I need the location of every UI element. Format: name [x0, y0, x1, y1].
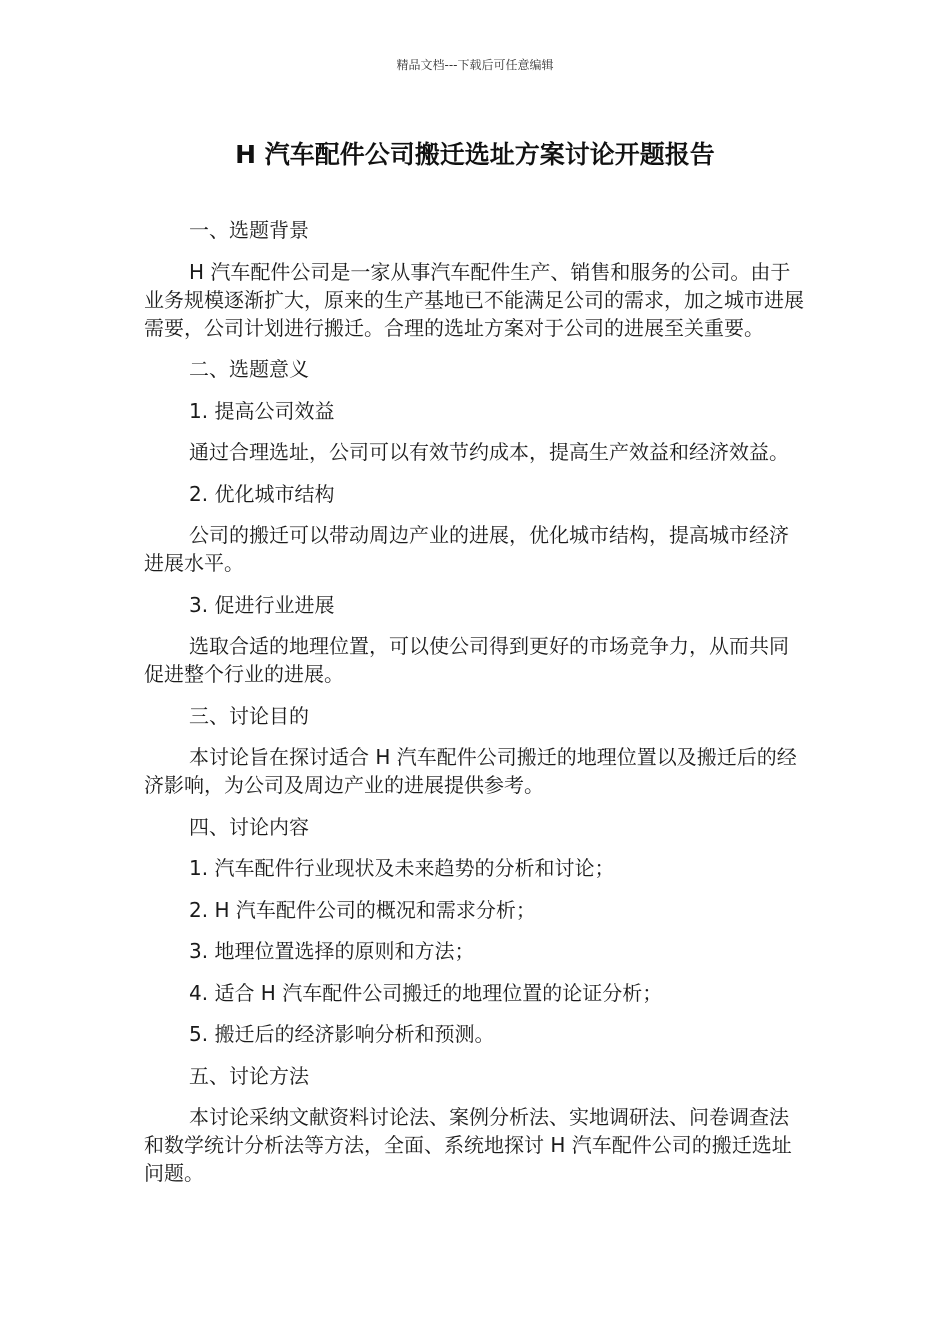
- paragraph-industry: 选取合适的地理位置，可以使公司得到更好的市场竞争力，从而共同促进整个行业的进展。: [144, 634, 789, 686]
- paragraph-efficiency: 通过合理选址，公司可以有效节约成本，提高生产效益和经济效益。: [189, 440, 789, 464]
- section-heading-content: 四、讨论内容: [189, 814, 309, 839]
- paragraph-method: 本讨论采纳文献资料讨论法、案例分析法、实地调研法、问卷调查法和数学统计分析法等方法，全面、系统地探讨 H 汽车配件公司的搬迁选址问题。: [144, 1105, 792, 1185]
- section-heading-significance: 二、选题意义: [189, 357, 309, 381]
- paragraph-city-structure: 公司的搬迁可以带动周边产业的进展，优化城市结构，提高城市经济进展水平。: [144, 523, 789, 575]
- subheading-efficiency: 1. 提高公司效益: [189, 398, 335, 423]
- page-header: 精品文档---下载后可任意编辑: [396, 58, 554, 72]
- list-item-content-3: 3. 地理位置选择的原则和方法；: [189, 939, 475, 963]
- list-item-content-1: 1. 汽车配件行业现状及未来趋势的分析和讨论；: [189, 856, 615, 880]
- section-heading-method: 五、讨论方法: [189, 1063, 309, 1088]
- list-item-content-5: 5. 搬迁后的经济影响分析和预测。: [189, 1022, 495, 1046]
- subheading-industry: 3. 促进行业进展: [189, 592, 335, 617]
- subheading-city-structure: 2. 优化城市结构: [189, 481, 335, 506]
- list-item-content-4: 4. 适合 H 汽车配件公司搬迁的地理位置的论证分析；: [189, 980, 663, 1005]
- paragraph-background: H 汽车配件公司是一家从事汽车配件生产、销售和服务的公司。由于业务规模逐渐扩大，原来的生产基地已不能满足公司的需求，加之城市进展需要，公司计划进行搬迁。合理的选址方案对于公司的进展至关重要。: [144, 259, 804, 340]
- section-heading-background: 一、选题背景: [189, 218, 309, 242]
- section-heading-purpose: 三、讨论目的: [189, 703, 309, 728]
- list-item-content-2: 2. H 汽车配件公司的概况和需求分析；: [189, 897, 536, 922]
- document-title: H 汽车配件公司搬迁选址方案讨论开题报告: [235, 140, 715, 169]
- paragraph-purpose: 本讨论旨在探讨适合 H 汽车配件公司搬迁的地理位置以及搬迁后的经济影响，为公司及周边产业的进展提供参考。: [144, 745, 797, 797]
- document-body: [144, 216, 808, 1201]
